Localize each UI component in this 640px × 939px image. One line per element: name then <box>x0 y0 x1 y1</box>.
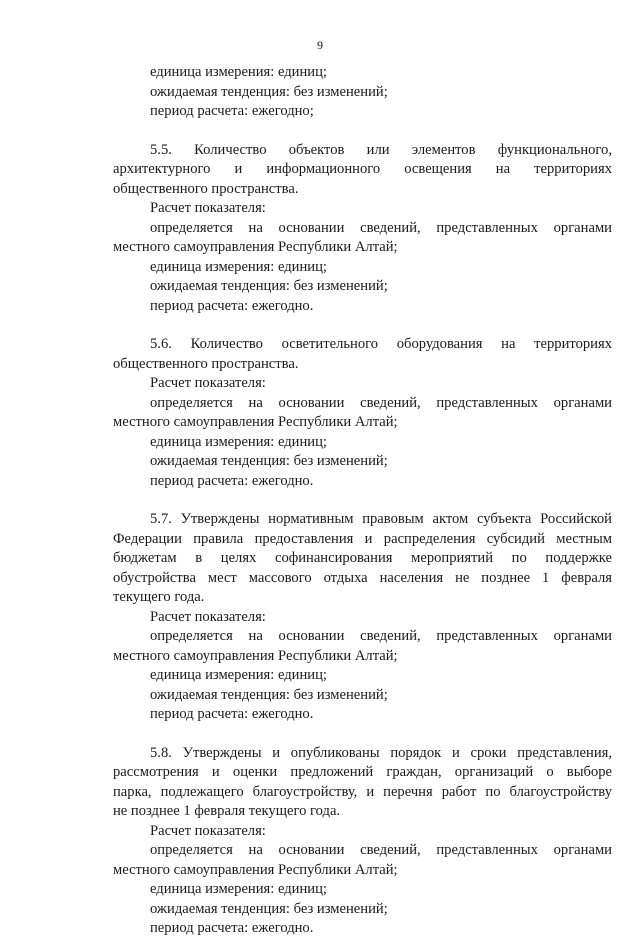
period-line: период расчета: ежегодно. <box>150 706 314 722</box>
source-line: местного самоуправления Республики Алтай; <box>113 239 398 255</box>
calc-label: Расчет показателя: <box>150 375 266 391</box>
source-line: определяется на основании сведений, представленных органами <box>150 842 612 858</box>
section-heading-line: 5.5. Количество объектов или элементов функционального, <box>150 141 612 158</box>
document-body <box>113 63 612 939</box>
source-line: местного самоуправления Республики Алтай; <box>113 647 398 664</box>
unit-line: единица измерения: единиц; <box>150 881 327 897</box>
source-line: местного самоуправления Республики Алтай; <box>113 414 398 430</box>
calc-label: Расчет показателя: <box>150 822 266 839</box>
trend-line: ожидаемая тенденция: без изменений; <box>150 900 388 917</box>
section-5-5 <box>113 141 612 317</box>
unit-line: единица измерения: единиц; <box>150 667 327 683</box>
section-heading-line: рассмотрения и оценки предложений граждан, организаций о выборе <box>113 764 612 780</box>
trend-line: ожидаемая тенденция: без изменений; <box>150 686 388 703</box>
section-heading-line: 5.6. Количество осветительного оборудования на территориях <box>150 336 612 352</box>
section-heading-line: общественного пространства. <box>113 355 299 372</box>
section-heading-line: обустройства мест массового отдыха населения не позднее 1 февраля <box>113 569 612 586</box>
section-heading-line: архитектурного и информационного освещения на территориях <box>113 161 612 177</box>
unit-line: единица измерения: единиц; <box>150 433 327 450</box>
section-heading-line: парка, подлежащего благоустройству, и перечня работ по благоустройству <box>113 783 612 800</box>
period-line: период расчета: ежегодно. <box>150 297 314 314</box>
trend-line: ожидаемая тенденция: без изменений; <box>150 278 388 294</box>
intro-line: ожидаемая тенденция: без изменений; <box>150 83 388 100</box>
period-line: период расчета: ежегодно. <box>150 920 314 936</box>
section-heading-line: 5.8. Утверждены и опубликованы порядок и сроки представления, <box>150 744 612 761</box>
intro-line: период расчета: ежегодно; <box>150 103 314 119</box>
intro-line: единица измерения: единиц; <box>150 64 327 80</box>
section-heading-line: текущего года. <box>113 589 205 605</box>
section-5-8 <box>113 744 612 939</box>
calc-label: Расчет показателя: <box>150 608 266 625</box>
section-heading-line: бюджетам в целях софинансирования мероприятий по поддержке <box>113 550 612 566</box>
section-heading-line: 5.7. Утверждены нормативным правовым актом субъекта Российской <box>150 511 612 527</box>
source-line: определяется на основании сведений, представленных органами <box>150 394 612 411</box>
section-5-7 <box>113 510 612 725</box>
intro-block <box>113 63 612 122</box>
source-line: определяется на основании сведений, представленных органами <box>150 628 612 644</box>
source-line: местного самоуправления Республики Алтай; <box>113 861 398 878</box>
section-heading-line: Федерации правила предоставления и распределения субсидий местным <box>113 530 612 547</box>
trend-line: ожидаемая тенденция: без изменений; <box>150 453 388 469</box>
section-heading-line: не позднее 1 февраля текущего года. <box>113 803 341 819</box>
source-line: определяется на основании сведений, представленных органами <box>150 219 612 236</box>
period-line: период расчета: ежегодно. <box>150 472 314 489</box>
calc-label: Расчет показателя: <box>150 200 266 216</box>
section-heading-line: общественного пространства. <box>113 180 299 197</box>
section-5-6 <box>113 335 612 491</box>
page-number: 9 <box>317 38 323 52</box>
unit-line: единица измерения: единиц; <box>150 258 327 275</box>
